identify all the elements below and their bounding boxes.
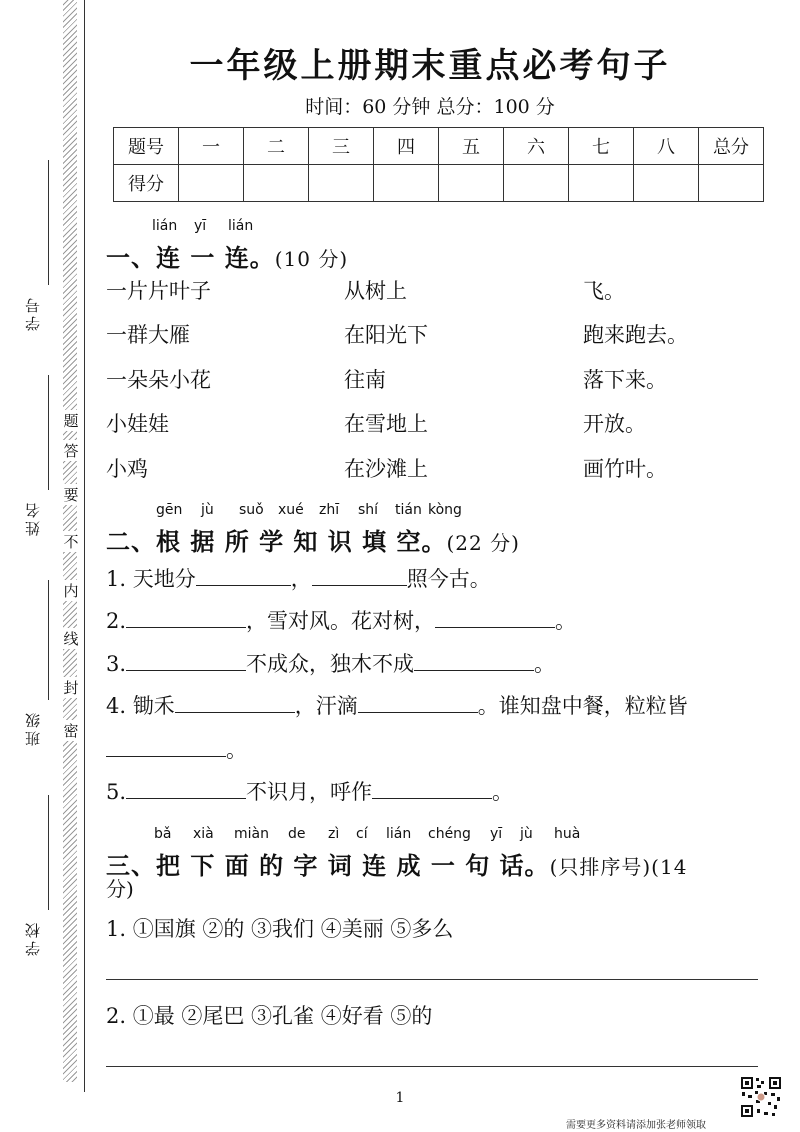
pinyin: chéng: [428, 826, 471, 842]
exam-meta: 时间：60 分钟 总分：100 分: [305, 96, 555, 118]
class-field: [22, 580, 52, 760]
table-row: [114, 128, 764, 165]
student-id-label: 学号: [24, 295, 42, 331]
pinyin: yī: [194, 218, 207, 234]
match-item-c: 开放。: [583, 412, 646, 436]
match-item-b: 在沙滩上: [344, 457, 428, 481]
fill-question-3: 3. 不成众，独木不成 。: [106, 652, 556, 676]
answer-line[interactable]: [106, 1066, 758, 1067]
answer-blank[interactable]: [372, 778, 492, 799]
section1-title: 一、连 一 连。: [106, 244, 275, 272]
score-cell[interactable]: [309, 165, 374, 202]
match-item-c: 落下来。: [583, 368, 667, 392]
score-label-cell: 得分: [114, 165, 179, 202]
pinyin: zhī: [319, 502, 340, 518]
match-item-b: 从树上: [344, 279, 407, 303]
name-label: 姓名: [24, 500, 42, 536]
pinyin: cí: [356, 826, 368, 842]
qr-code-icon: [740, 1076, 782, 1118]
pinyin: tián: [395, 502, 422, 518]
match-item-b: 在阳光下: [344, 323, 428, 347]
section3-score: (只排序号)(14: [549, 855, 688, 879]
page-number: 1: [395, 1090, 405, 1106]
pinyin: yī: [490, 826, 503, 842]
match-item-c: 跑来跑去。: [583, 323, 688, 347]
fill-question-1: 1. 天地分 ， 照今古。: [106, 567, 491, 591]
score-table: [113, 127, 764, 202]
pinyin: lián: [228, 218, 254, 234]
seal-char: 封: [63, 679, 79, 697]
answer-blank[interactable]: [414, 650, 534, 671]
seal-char: 密: [63, 722, 79, 740]
seal-char: 不: [63, 533, 79, 551]
section2-heading: [106, 502, 520, 557]
score-cell[interactable]: [504, 165, 569, 202]
section1-heading: [106, 218, 348, 273]
answer-blank[interactable]: [126, 650, 246, 671]
score-cell[interactable]: [634, 165, 699, 202]
table-header-cell: 六: [504, 128, 569, 165]
match-item-c: 画竹叶。: [583, 457, 667, 481]
pinyin: kòng: [428, 502, 462, 518]
fill-question-4: 4. 锄禾 ，汗滴 。谁知盘中餐，粒粒皆: [106, 694, 688, 718]
match-item-b: 往南: [344, 368, 386, 392]
seal-char: 要: [63, 486, 79, 504]
pinyin: lián: [386, 826, 412, 842]
section3-title: 三、把 下 面 的 字 词 连 成 一 句 话。: [106, 852, 550, 880]
match-item-a: 一朵朵小花: [106, 368, 211, 392]
section3-score-cont: 分): [106, 877, 134, 901]
section3-heading: [106, 826, 687, 881]
match-item-b: 在雪地上: [344, 412, 428, 436]
school-label: 学校: [24, 920, 42, 956]
answer-line[interactable]: [106, 979, 758, 980]
seal-char: 内: [63, 582, 79, 600]
section1-score: (10 分): [274, 247, 349, 271]
pinyin: lián: [152, 218, 178, 234]
table-header-cell: 八: [634, 128, 699, 165]
match-item-c: 飞。: [583, 279, 625, 303]
table-header-cell: 一: [179, 128, 244, 165]
answer-blank[interactable]: [126, 607, 246, 628]
score-cell[interactable]: [439, 165, 504, 202]
fill-question-4-cont: 。: [106, 734, 247, 764]
pinyin: xué: [278, 502, 304, 518]
match-item-a: 一群大雁: [106, 323, 190, 347]
name-field: [22, 375, 52, 550]
table-header-cell: 七: [569, 128, 634, 165]
fill-question-5: 5. 不识月，呼作 。: [106, 780, 514, 804]
score-cell[interactable]: [374, 165, 439, 202]
fill-question-2: 2. ，雪对风。花对树， 。: [106, 609, 577, 633]
score-cell[interactable]: [244, 165, 309, 202]
table-header-cell: 总分: [699, 128, 764, 165]
seal-char: 答: [63, 442, 79, 460]
table-header-cell: 三: [309, 128, 374, 165]
answer-blank[interactable]: [312, 565, 407, 586]
score-cell[interactable]: [179, 165, 244, 202]
answer-blank[interactable]: [106, 736, 226, 757]
pinyin: jù: [520, 826, 533, 842]
table-header-cell: 题号: [114, 128, 179, 165]
qr-caption: 需要更多资料请添加张老师领取: [566, 1120, 706, 1131]
answer-blank[interactable]: [435, 607, 555, 628]
table-header-cell: 五: [439, 128, 504, 165]
section3-pinyin: [106, 826, 687, 846]
section2-pinyin: [106, 502, 520, 522]
order-question-1: 1. ①国旗 ②的 ③我们 ④美丽 ⑤多么: [106, 917, 454, 941]
answer-blank[interactable]: [358, 692, 478, 713]
binding-line: [84, 0, 85, 1092]
seal-char: 线: [63, 630, 79, 648]
page-title: 一年级上册期末重点必考句子: [189, 46, 671, 86]
score-cell[interactable]: [699, 165, 764, 202]
match-item-a: 一片片叶子: [106, 279, 211, 303]
school-field: [22, 795, 52, 965]
pinyin: zì: [328, 826, 340, 842]
table-header-cell: 二: [244, 128, 309, 165]
pinyin: gēn: [156, 502, 183, 518]
pinyin: huà: [554, 826, 581, 842]
match-item-a: 小鸡: [106, 457, 148, 481]
pinyin: bǎ: [154, 826, 172, 842]
section2-title: 二、根 据 所 学 知 识 填 空。: [106, 528, 447, 556]
table-header-cell: 四: [374, 128, 439, 165]
table-row: [114, 165, 764, 202]
seal-char: 题: [63, 412, 79, 430]
class-label: 班级: [24, 710, 42, 746]
score-cell[interactable]: [569, 165, 634, 202]
pinyin: de: [288, 826, 306, 842]
match-item-a: 小娃娃: [106, 412, 169, 436]
student-id-field: [22, 160, 52, 350]
pinyin: shí: [358, 502, 379, 518]
answer-blank[interactable]: [175, 692, 295, 713]
section1-pinyin: [106, 218, 348, 238]
section2-score: (22 分): [446, 531, 520, 555]
pinyin: miàn: [234, 826, 269, 842]
pinyin: xià: [193, 826, 214, 842]
order-question-2: 2. ①最 ②尾巴 ③孔雀 ④好看 ⑤的: [106, 1004, 433, 1028]
answer-blank[interactable]: [196, 565, 291, 586]
answer-blank[interactable]: [126, 778, 246, 799]
pinyin: jù: [201, 502, 214, 518]
pinyin: suǒ: [239, 502, 264, 518]
